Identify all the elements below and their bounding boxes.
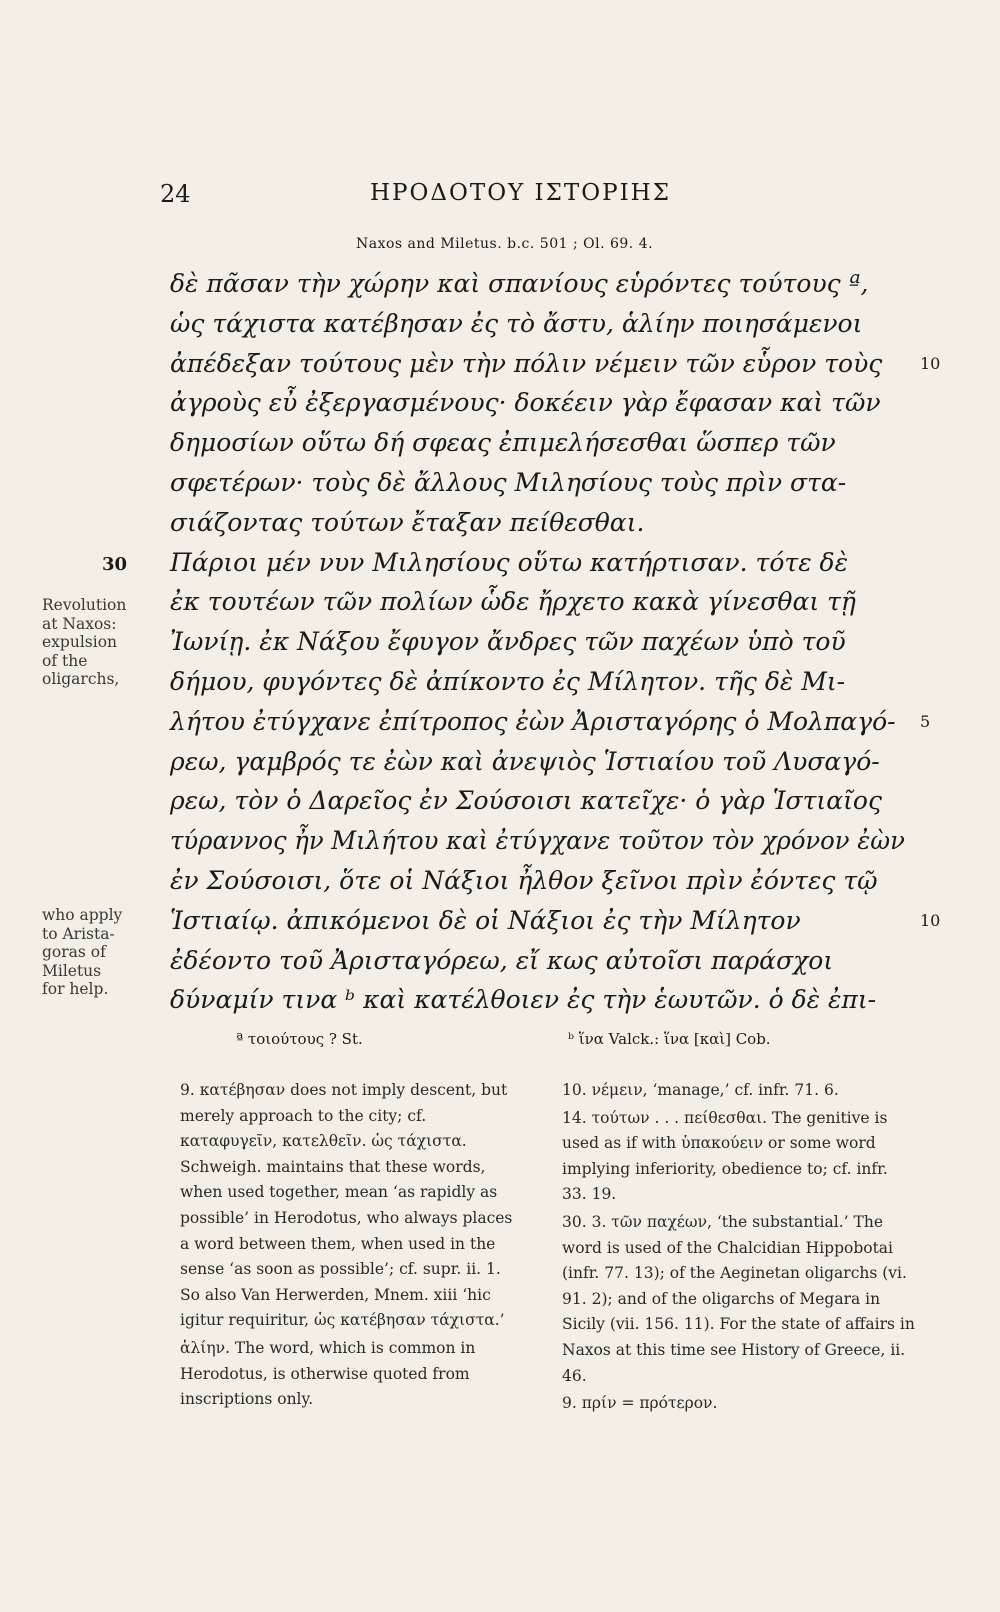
line-number: 10: [920, 910, 941, 930]
text-line: ὡς τάχιστα κατέβησαν ἐς τὸ ἄστυ, ἁλίην ποιησάμενοι: [170, 308, 863, 338]
commentary-note: 14. τούτων . . . πείθεσθαι. The genitive is used as if with ὑπακούειν or some word implying inferiority, obedience to; cf. infr. 33. 19.: [562, 1108, 888, 1204]
commentary-note: 9. κατέβησαν does not imply descent, but merely approach to the city; cf. καταφυγεῖν, κατελθεῖν. ὡς τάχιστα. Schweigh. maintains that these words, when used together, mean ‘as rapidly as possible’ in Herodotus, who always places a word between them, when used in the sense ‘as soon as possible’; cf. supr. ii. 1. So also Van Herwerden, Mnem. xiii ‘hic igitur requiritur, ὡς κατέβησαν τάχιστα.’: [180, 1081, 513, 1330]
text-line: δήμου, φυγόντες δὲ ἀπίκοντο ἐς Μίλητον. τῆς δὲ Μι-: [170, 666, 846, 696]
sidenote-line: expulsion: [42, 633, 118, 651]
text-line: Πάριοι μέν νυν Μιλησίους οὕτω κατήρτισαν. τότε δὲ: [170, 547, 849, 577]
commentary-note: ἁλίην. The word, which is common in Herodotus, is otherwise quoted from inscriptions only.: [180, 1338, 476, 1409]
subheading: Naxos and Miletus. b.c. 501 ; Ol. 69. 4.: [356, 236, 654, 252]
text-line: δημοσίων οὕτω δή σφεας ἐπιμελήσεσθαι ὥσπερ τῶν: [170, 428, 836, 458]
sidenote-revolution: [42, 596, 157, 689]
page-number: 24: [160, 180, 191, 208]
sidenote-apply: [42, 906, 157, 999]
commentary-note: 30. 3. τῶν παχέων, ‘the substantial.’ The word is used of the Chalcidian Hippobotai (infr. 77. 13); of the Aeginetan oligarchs (vi. 91. 2); and of the oligarchs of Megara in Sicily (vii. 156. 11). For the state of affairs in Naxos at this time see History of Greece, ii. 46.: [562, 1212, 915, 1385]
sidenote-line: goras of: [42, 943, 106, 961]
commentary-note: 10. νέμειν, ‘manage,’ cf. infr. 71. 6.: [562, 1081, 839, 1099]
apparatus-note-a: ª τοιούτους ? St.: [236, 1030, 363, 1048]
sidenote-line: Miletus: [42, 961, 102, 980]
apparatus-note-b: ᵇ ἵνα Valck.: ἵνα [καὶ] Cob.: [568, 1030, 771, 1048]
page-header: [150, 176, 970, 216]
text-line: σιάζοντας τούτων ἔταξαν πείθεσθαι.: [170, 507, 645, 537]
sidenote-line: for help.: [42, 980, 109, 998]
sidenote-line: who apply: [42, 906, 123, 924]
text-line: ἀπέδεξαν τούτους μὲν τὴν πόλιν νέμειν τῶν εὗρον τοὺς 10: [170, 344, 930, 384]
line-number: 5: [920, 711, 931, 731]
running-title: ΗΡΟΔΟΤΟΥ ΙΣΤΟΡΙΗΣ: [370, 180, 671, 206]
text-line: λήτου ἐτύγχανε ἐπίτροπος ἐὼν Ἀρισταγόρης ὁ Μολπαγό- 5: [170, 702, 930, 742]
text-line: ἐκ τουτέων τῶν πολίων ὧδε ἤρχετο κακὰ γίνεσθαι τῇ: [170, 587, 856, 617]
commentary-left: [180, 1078, 522, 1415]
text-line: ἐδέοντο τοῦ Ἀρισταγόρεω, εἴ κως αὐτοῖσι παράσχοι: [170, 945, 834, 975]
sidenote-line: at Naxos:: [42, 614, 117, 633]
text-line: Ἱστιαίῳ. ἀπικόμενοι δὲ οἱ Νάξιοι ἐς τὴν Μίλητον 10: [170, 901, 930, 941]
sidenote-line: of the: [42, 651, 88, 670]
text-line: Ἰωνίῃ. ἐκ Νάξου ἔφυγον ἄνδρες τῶν παχέων ὑπὸ τοῦ: [170, 627, 846, 657]
text-line: δὲ πᾶσαν τὴν χώρην καὶ σπανίους εὑρόντες τούτους ª,: [170, 269, 869, 298]
text-line: σφετέρων· τοὺς δὲ ἄλλους Μιλησίους τοὺς πρὶν στα-: [170, 467, 847, 497]
section-number: 30: [102, 554, 128, 575]
sidenote-line: Revolution: [42, 596, 127, 614]
text-line: δύναμίν τινα ᵇ καὶ κατέλθοιεν ἐς τὴν ἑωυτῶν. ὁ δὲ ἐπι-: [170, 985, 877, 1015]
text-line: ἀγροὺς εὖ ἐξεργασμένους· δοκέειν γὰρ ἔφασαν καὶ τῶν: [170, 388, 881, 418]
commentary-right: [562, 1078, 917, 1419]
commentary-note: 9. πρίν = πρότερον.: [562, 1394, 718, 1413]
line-number: 10: [920, 353, 941, 373]
main-text: [170, 264, 941, 1020]
text-line: ρεω, γαμβρός τε ἐὼν καὶ ἀνεψιὸς Ἱστιαίου τοῦ Λυσαγό-: [170, 746, 880, 776]
sidenote-line: oligarchs,: [42, 670, 120, 688]
sidenote-line: to Arista-: [42, 924, 115, 943]
text-line: ρεω, τὸν ὁ Δαρεῖος ἐν Σούσοισι κατεῖχε· ὁ γὰρ Ἱστιαῖος: [170, 786, 882, 816]
text-line: τύραννος ἦν Μιλήτου καὶ ἐτύγχανε τοῦτον τὸν χρόνον ἐὼν: [170, 826, 905, 856]
text-line: ἐν Σούσοισι, ὅτε οἱ Νάξιοι ἦλθον ξεῖνοι πρὶν ἐόντες τῷ: [170, 865, 878, 895]
